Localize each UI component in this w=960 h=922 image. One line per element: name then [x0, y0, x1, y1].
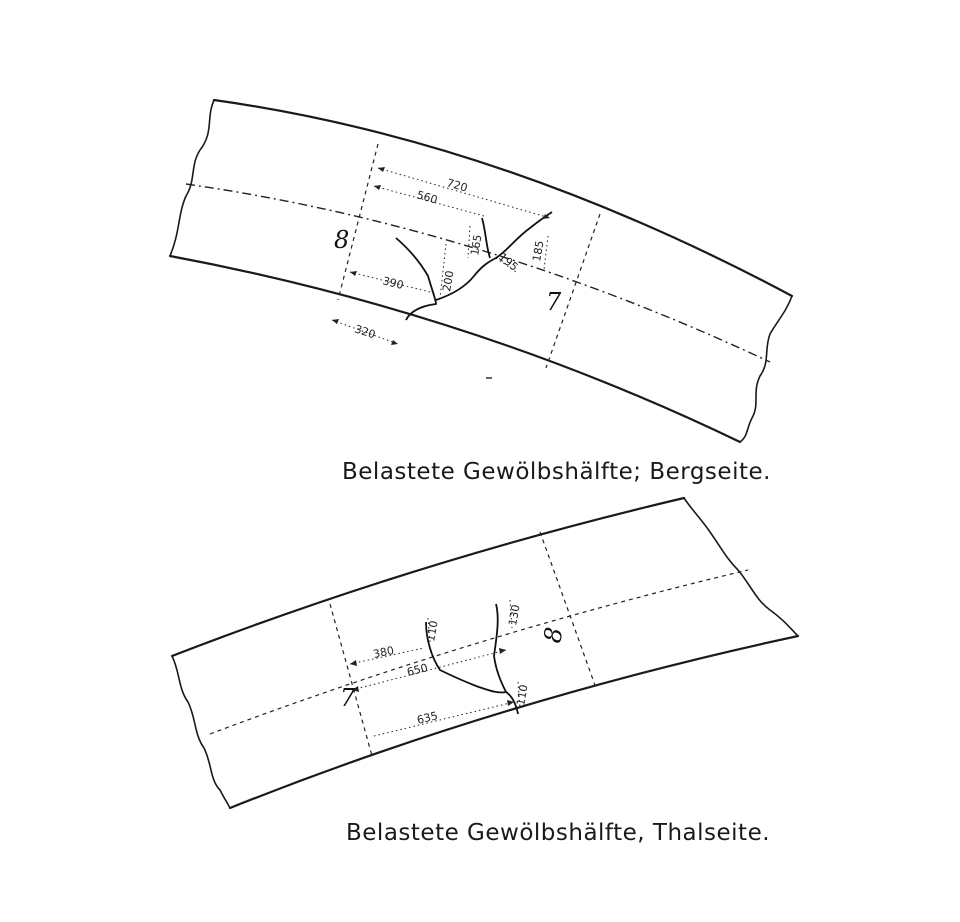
- crack-upper: [494, 604, 506, 692]
- arch-left-break: [170, 100, 214, 256]
- dim-110-bottom: 110: [514, 683, 531, 707]
- dim-165: 165: [468, 233, 485, 257]
- crack: [424, 619, 518, 714]
- dim-195: 195: [496, 250, 521, 274]
- dim-560: 560: [415, 188, 439, 207]
- arch-bottom-edge: [230, 636, 798, 808]
- arch-left-break: [172, 656, 230, 808]
- caption-thalseite: Belastete Gewölbshälfte, Thalseite.: [346, 820, 771, 846]
- arch-top-edge: [214, 100, 792, 296]
- dim-720: 720: [445, 176, 469, 195]
- arch-axis: [210, 570, 748, 734]
- joint-number-8: 8: [538, 625, 569, 646]
- dim-185: 185: [530, 239, 547, 263]
- arch-right-break: [740, 296, 792, 442]
- dim-320: 320: [353, 322, 378, 342]
- caption-bergseite: Belastete Gewölbshälfte; Bergseite.: [342, 459, 771, 485]
- joint-line-8: [540, 532, 596, 688]
- dim-380: 380: [371, 643, 396, 661]
- dim-635: 635: [415, 709, 440, 727]
- joint-number-8: 8: [334, 226, 350, 254]
- dim-650: 650: [405, 661, 430, 679]
- joint-line-7: [330, 604, 372, 756]
- arch-right-break: [684, 498, 798, 636]
- arch-bottom-edge: [170, 256, 740, 442]
- joint-line-8: [338, 144, 378, 300]
- dim-390: 390: [381, 274, 405, 292]
- figure-thalseite: [172, 498, 798, 846]
- figure-bergseite: [170, 100, 792, 485]
- dim-200: 200: [440, 269, 457, 293]
- joint-number-7: 7: [546, 288, 562, 316]
- dim-110-top: 110: [424, 619, 441, 643]
- joint-number-7: 7: [340, 684, 356, 712]
- dim-130: 130: [506, 603, 523, 627]
